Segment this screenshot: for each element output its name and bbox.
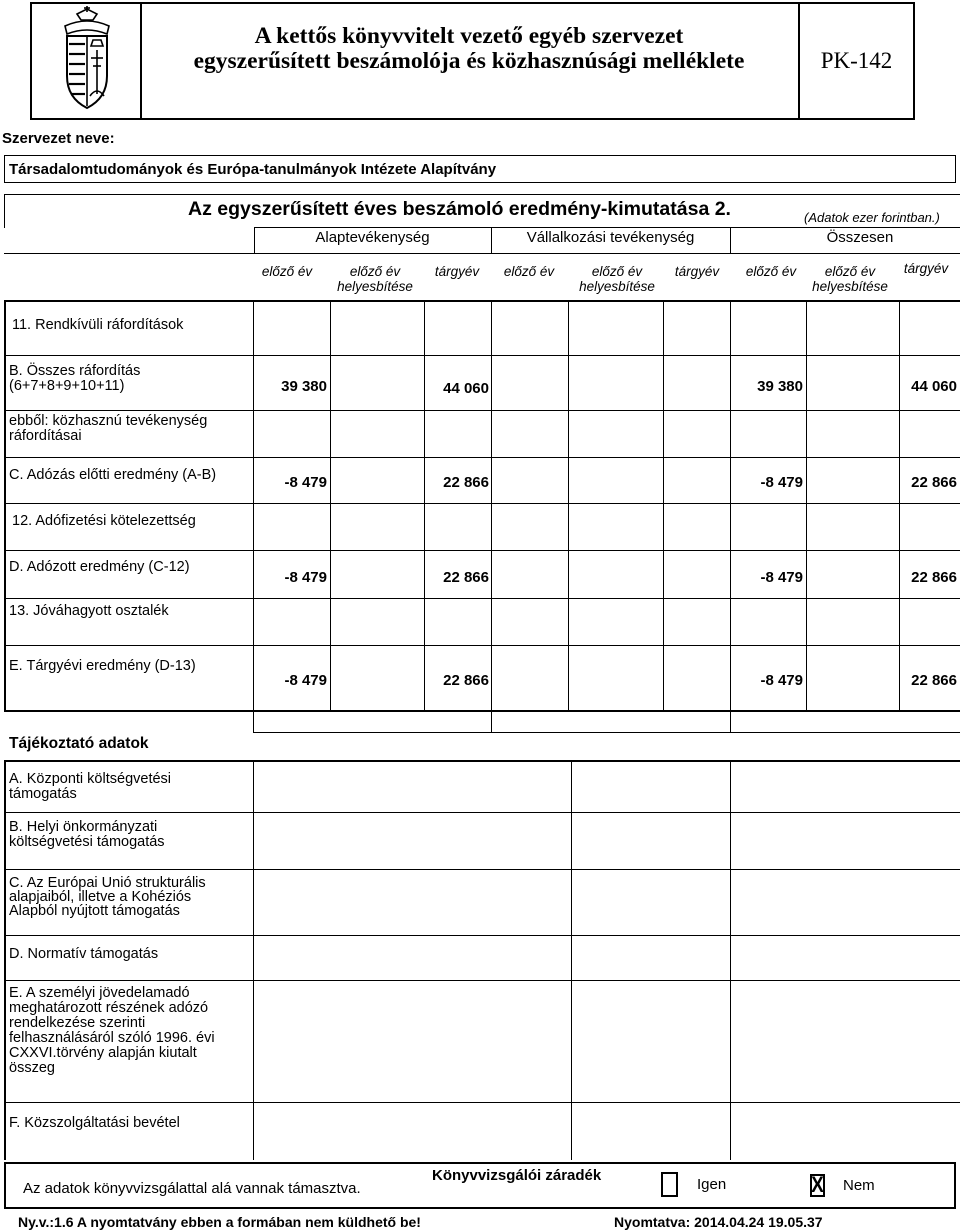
row-sep <box>4 355 960 356</box>
row-sep <box>4 503 960 504</box>
info-col <box>253 712 254 732</box>
info-sep <box>4 869 960 870</box>
coat-of-arms-icon <box>55 6 119 114</box>
audit-yes-checkbox[interactable] <box>661 1172 678 1197</box>
info-col <box>730 712 731 732</box>
col-header: előző év helyesbítése <box>579 264 655 294</box>
cell-value: -8 479 <box>284 474 327 491</box>
row-sep <box>4 645 960 646</box>
info-col <box>730 760 731 1160</box>
cell-value: -8 479 <box>284 569 327 586</box>
cell-value: 22 866 <box>911 474 957 491</box>
col-sep <box>899 300 900 710</box>
cell-value: 39 380 <box>281 378 327 395</box>
org-name-label: Szervezet neve: <box>2 130 115 147</box>
form-code: PK-142 <box>820 48 893 73</box>
col-sep <box>568 300 569 710</box>
audit-no-checkmark: X <box>811 1173 824 1198</box>
row-label: 11. Rendkívüli ráfordítások <box>12 317 184 333</box>
audit-no-label: Nem <box>843 1177 875 1194</box>
cell-value: 44 060 <box>443 380 489 397</box>
info-item: F. Közszolgáltatási bevétel <box>9 1115 180 1131</box>
row-label: 12. Adófizetési kötelezettség <box>12 513 196 529</box>
row-label: C. Adózás előtti eredmény (A-B) <box>9 467 217 483</box>
cell-value: 22 866 <box>443 474 489 491</box>
group-header-bottom <box>4 253 960 254</box>
cell-value: 22 866 <box>911 672 957 689</box>
info-item: C. Az Európai Unió strukturális alapjaiból, illetve a Kohéziós Alapból nyújtott támogatás <box>9 875 206 919</box>
org-name-value: Társadalomtudományok és Európa-tanulmányok Intézete Alapítvány <box>9 161 497 178</box>
cell-value: 22 866 <box>443 569 489 586</box>
info-item: E. A személyi jövedelamadó meghatározott részének adózó rendelkezése szerinti felhasználásáról szóló 1996. évi CXXVI.törvény alapján kiutalt összeg <box>9 985 215 1076</box>
info-col <box>571 760 572 1160</box>
form-title-line2: egyszerűsített beszámolója és közhasznúsági melléklete <box>193 48 745 74</box>
footer-right: Nyomtatva: 2014.04.24 19.05.37 <box>614 1214 823 1230</box>
info-col <box>253 760 254 1160</box>
info-top <box>4 760 960 762</box>
table-bottom <box>4 710 960 712</box>
col-sep <box>730 300 731 710</box>
col-sep <box>330 300 331 710</box>
col-header: előző év <box>745 264 797 279</box>
row-label: 13. Jóváhagyott osztalék <box>9 603 169 619</box>
group-divider-3 <box>730 227 731 253</box>
group-alaptevekenyseg: Alaptevékenység <box>315 229 430 246</box>
row-label: ebből: közhasznú tevékenység ráfordításai <box>9 413 208 444</box>
statement-title: Az egyszerűsített éves beszámoló eredmény-kimutatása 2. <box>188 198 731 220</box>
col-header: tárgyév <box>903 261 949 276</box>
col-sep <box>253 300 254 710</box>
info-item: D. Normatív támogatás <box>9 946 159 962</box>
info-left-border <box>4 760 6 1160</box>
form-title <box>140 24 798 74</box>
row-sep <box>4 550 960 551</box>
col-header: előző év <box>503 264 555 279</box>
col-header: tárgyév <box>674 264 720 279</box>
row-sep <box>4 410 960 411</box>
form-title-line1: A kettős könyvvitelt vezető egyéb szervezet <box>254 23 684 49</box>
cell-value: -8 479 <box>760 569 803 586</box>
row-label: D. Adózott eredmény (C-12) <box>9 559 190 575</box>
cell-value: 22 866 <box>443 672 489 689</box>
cell-value: 22 866 <box>911 569 957 586</box>
info-col <box>491 712 492 732</box>
row-sep <box>4 598 960 599</box>
info-title: Tájékoztató adatok <box>9 735 149 752</box>
cell-value: -8 479 <box>760 672 803 689</box>
row-label: E. Tárgyévi eredmény (D-13) <box>9 658 196 674</box>
col-header: előző év helyesbítése <box>337 264 413 294</box>
col-sep <box>663 300 664 710</box>
cell-value: 39 380 <box>757 378 803 395</box>
footer-left: Ny.v.:1.6 A nyomtatvány ebben a formában nem küldhető be! <box>18 1214 421 1230</box>
info-sep <box>4 935 960 936</box>
info-item: B. Helyi önkormányzati költségvetési támogatás <box>9 819 165 850</box>
audit-no-checkbox[interactable] <box>810 1174 825 1197</box>
audit-yes-label: Igen <box>697 1176 727 1193</box>
audit-statement: Az adatok könyvvizsgálattal alá vannak támasztva. <box>23 1180 361 1197</box>
col-header: előző év helyesbítése <box>812 264 888 294</box>
info-sep <box>4 812 960 813</box>
row-label: B. Összes ráfordítás (6+7+8+9+10+11) <box>9 363 141 394</box>
unit-note: (Adatok ezer forintban.) <box>804 210 940 225</box>
info-sep <box>4 1102 960 1103</box>
audit-title: Könyvvizsgálói záradék <box>432 1167 602 1184</box>
group-osszesen: Összesen <box>826 229 894 246</box>
row-sep <box>4 457 960 458</box>
info-item: A. Központi költségvetési támogatás <box>9 771 172 802</box>
col-sep <box>491 300 492 710</box>
table-top <box>4 300 960 302</box>
group-header-top <box>254 227 960 228</box>
col-sep <box>424 300 425 710</box>
left-border <box>4 300 6 710</box>
cell-value: 44 060 <box>911 378 957 395</box>
col-sep <box>806 300 807 710</box>
cell-value: -8 479 <box>760 474 803 491</box>
cell-value: -8 479 <box>284 672 327 689</box>
group-vallalkozasi: Vállalkozási tevékenység <box>526 229 695 246</box>
col-header: tárgyév <box>434 264 480 279</box>
info-sep <box>4 980 960 981</box>
col-header: előző év <box>261 264 313 279</box>
info-header-line <box>253 732 960 733</box>
